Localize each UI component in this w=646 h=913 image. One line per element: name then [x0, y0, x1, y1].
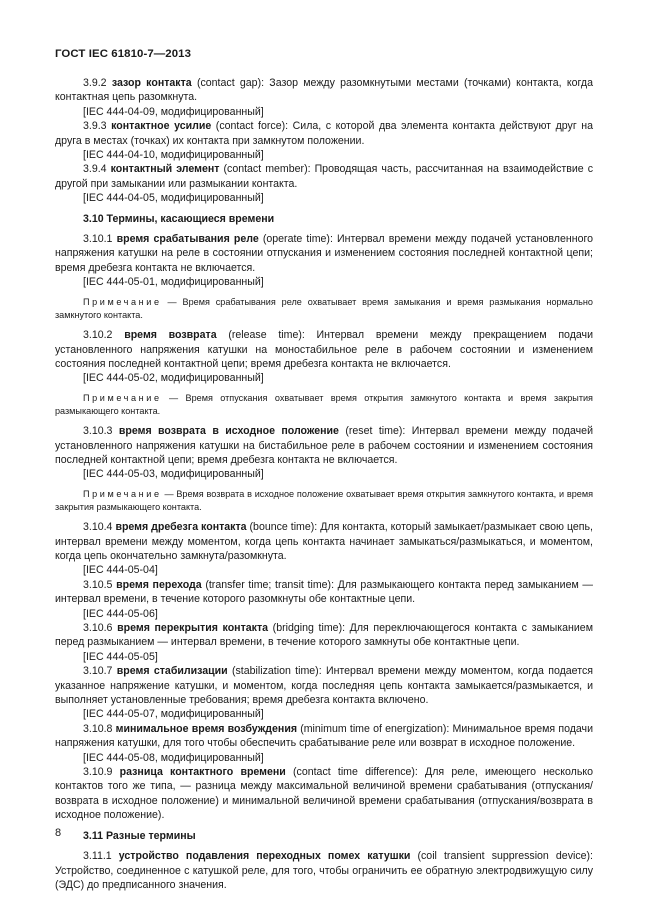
- term-number: 3.10.8: [83, 722, 113, 735]
- term-name: время дребезга контакта: [115, 521, 247, 534]
- term-name: время возврата: [124, 329, 217, 342]
- term-text: (transfer time; transit time): Для размыкающего контакта перед замыканием — интервал времени, в течение которого разомкнуты обе контактные цепи.: [55, 578, 593, 606]
- reference-line: [IEC 444-05-07, модифицированный]: [83, 708, 264, 721]
- term-text: (operate time): Интервал времени между подачей установленного напряжения катушки на реле в состоянии отпускания и изменением состояния последней контактной цепи; время дребезга контакта не включается.: [55, 233, 593, 274]
- term-definition: [55, 76, 593, 105]
- note-label: Примечание: [83, 488, 162, 499]
- term-text: (bridging time): Для переключающегося контакта с замыканием перед размыканием — интервал времени, в течение которого замкнуты обе контактные цепи.: [55, 622, 593, 649]
- term-name: устройство подавления переходных помех катушки: [118, 850, 411, 863]
- term-name: минимальное время возбуждения: [115, 722, 298, 735]
- page-header-title: ГОСТ IEC 61810-7—2013: [55, 48, 192, 60]
- term-text: (coil transient suppression device): Устройство, соединенное с катушкой реле, для того, чтобы ограничить ее обратную электродвижущую силу (ЭДС) до предписанного значения.: [55, 850, 593, 891]
- term-name: время перехода: [116, 578, 202, 591]
- note-paragraph: [55, 296, 593, 322]
- section-heading: 3.10 Термины, касающиеся времени: [83, 212, 275, 225]
- reference-line: [IEC 444-05-05]: [83, 650, 158, 663]
- term-definition: [55, 162, 593, 191]
- term-definition: [55, 765, 593, 823]
- term-number: 3.10.1: [83, 233, 113, 246]
- term-definition: [55, 849, 593, 892]
- term-number: 3.10.7: [83, 665, 113, 678]
- page-number: 8: [55, 827, 62, 839]
- term-number: 3.10.2: [83, 329, 113, 342]
- reference-line: [IEC 444-05-04]: [83, 564, 158, 577]
- note-paragraph: [55, 392, 593, 418]
- term-text: (bounce time): Для контакта, который замыкает/размыкает свою цепь, интервал времени между моментом, когда цепь контакта начинает замыкаться/размыкаться, и моментом, когда цепь окончательно замкнута/разомкнута.: [55, 521, 593, 562]
- reference-line: [IEC 444-05-03, модифицированный]: [83, 468, 264, 481]
- reference-line: [IEC 444-04-05, модифицированный]: [83, 192, 264, 205]
- term-number: 3.10.6: [83, 622, 113, 634]
- section-heading: 3.11 Разные термины: [83, 829, 196, 842]
- term-definition: [55, 621, 593, 650]
- term-number: 3.9.3: [83, 120, 107, 133]
- term-definition: [55, 328, 593, 371]
- term-text: (stabilization time): Интервал времени между моментом, когда подается указанное напряжение катушки, и моментом, когда последняя цепь контакта замыкается/размыкается, и выполняет установленные требования; время дребезга контакта включено.: [55, 665, 593, 707]
- term-number: 3.9.2: [83, 77, 107, 89]
- term-definition: [55, 119, 593, 148]
- term-definition: [55, 520, 593, 563]
- note-label: Примечание: [83, 392, 162, 403]
- term-name: время перекрытия контакта: [117, 622, 269, 634]
- term-definition: [55, 722, 593, 751]
- term-name: зазор контакта: [111, 77, 192, 89]
- term-text: (contact time difference): Для реле, имеющего несколько контактов того же типа, — разница между максимальной величиной времени срабатывания (отпускания/возврата в исходное положение) и минимальной величиной времени срабатывания (отпускания/возврата в исходное положение).: [55, 766, 593, 822]
- term-number: 3.10.4: [83, 521, 113, 534]
- term-text: (contact force): Сила, с которой два элемента контакта действуют друг на друга в местах (точках) их контакта при замкнутом положении.: [55, 120, 593, 147]
- term-name: время срабатывания реле: [116, 233, 259, 246]
- note-paragraph: [55, 488, 593, 514]
- reference-line: [IEC 444-04-09, модифицированный]: [83, 105, 264, 118]
- term-number: 3.10.9: [83, 766, 113, 779]
- term-definition: [55, 232, 593, 275]
- term-name: время возврата в исходное положение: [118, 425, 339, 438]
- term-name: разница контактного времени: [119, 766, 286, 779]
- term-definition: [55, 578, 593, 607]
- term-number: 3.9.4: [83, 163, 107, 176]
- term-number: 3.10.3: [83, 425, 113, 438]
- term-text: (contact gap): Зазор между разомкнутыми местами (точками) контакта, когда контактная цепь разомкнута.: [55, 77, 593, 104]
- term-number: 3.11.1: [83, 850, 112, 863]
- reference-line: [IEC 444-05-08, модифицированный]: [83, 751, 264, 764]
- note-text: — Время отпускания охватывает время открытия замкнутого контакта и время закрытия размыкающего контакта.: [55, 392, 593, 416]
- term-definition: [55, 664, 593, 707]
- note-text: — Время срабатывания реле охватывает время замыкания и время размыкания нормально замкнутого контакта.: [55, 296, 593, 320]
- term-number: 3.10.5: [83, 578, 113, 591]
- reference-line: [IEC 444-05-06]: [83, 607, 158, 620]
- term-text: (minimum time of energization): Минимальное время подачи напряжения катушки, для того чтобы обеспечить срабатывание реле или возврат в исходное положение.: [55, 722, 593, 750]
- reference-line: [IEC 444-05-02, модифицированный]: [83, 372, 264, 385]
- term-definition: [55, 424, 593, 467]
- term-name: контактный элемент: [110, 163, 220, 176]
- term-text: (release time): Интервал времени между прекращением подачи установленного напряжения катушки на моностабильное реле в рабочем состоянии и изменением состояния последней контактной цепи; время дребезга контакта не включается.: [55, 329, 593, 370]
- term-name: контактное усилие: [111, 120, 212, 133]
- term-text: (contact member): Проводящая часть, рассчитанная на взаимодействие с другой при замыкании или размыкании контакта.: [55, 163, 593, 190]
- reference-line: [IEC 444-04-10, модифицированный]: [83, 149, 264, 162]
- note-text: — Время возврата в исходное положение охватывает время открытия замкнутого контакта, и время закрытия размыкающего контакта.: [55, 488, 593, 512]
- reference-line: [IEC 444-05-01, модифицированный]: [83, 276, 264, 289]
- term-name: время стабилизации: [116, 665, 228, 678]
- note-label: Примечание: [83, 296, 162, 307]
- document-body: [55, 76, 593, 892]
- term-text: (reset time): Интервал времени между подачей установленного напряжения катушки на бистабильное реле в рабочем состоянии и изменением состояния последней контактной цепи; время дребезга контакта не включается.: [55, 425, 593, 466]
